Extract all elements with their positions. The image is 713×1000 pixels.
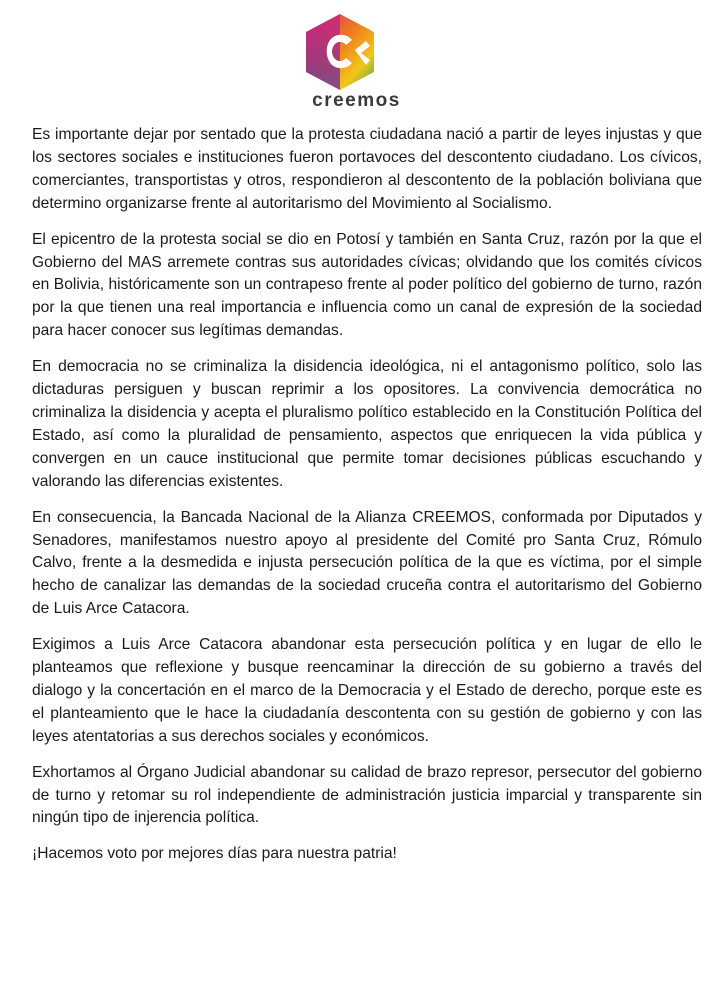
paragraph-4: En consecuencia, la Bancada Nacional de la Alianza CREEMOS, conformada por Diputados y Senadores, manifestamos nuestro apoyo al presidente del Comité pro Santa Cruz, Rómulo Calvo, frente a la desmedida e injusta persecución política de la que es víctima, por el simple hecho de canalizar las demandas de la sociedad cruceña contra el autoritarismo del Gobierno de Luis Arce Catacora. [32,508,702,618]
document-body [32,124,702,866]
document-header [0,6,713,114]
closing-statement: ¡Hacemos voto por mejores días para nuestra patria! [32,845,397,863]
paragraph-1: Es importante dejar por sentado que la protesta ciudadana nació a partir de leyes injustas y que los sectores sociales e instituciones fueron portavoces del descontento ciudadano. Los cívicos, comerciantes, transportistas y otros, respondieron al descontento de la población boliviana que determino organizarse frente al autoritarismo del Movimiento al Socialismo. [32,126,702,212]
brand-name: creemos [312,90,401,111]
paragraph-3: En democracia no se criminaliza la disidencia ideológica, ni el antagonismo político, solo las dictaduras persiguen y buscan reprimir a los opositores. La convivencia democrática no criminaliza la disidencia y acepta el pluralismo político establecido en la Constitución Política del Estado, así como la pluralidad de pensamiento, aspectos que enriquecen la vida pública y convergen en un cauce institucional que permite tomar decisiones públicas escuchando y valorando las diferencias existentes. [32,358,702,490]
paragraph-2: El epicentro de la protesta social se dio en Potosí y también en Santa Cruz, razón por la que el Gobierno del MAS arremete contras sus autoridades cívicas; olvidando que los comités cívicos en Bolivia, históricamente son un contrapeso frente al poder político del gobierno de turno, razón por la que tienen una real importancia e influencia como un canal de expresión de la sociedad para hacer conocer sus legítimas demandas. [32,230,702,340]
paragraph-6: Exhortamos al Órgano Judicial abandonar su calidad de brazo represor, persecutor del gobierno de turno y retomar su rol independiente de administración justicia imparcial y transparente sin ningún tipo de injerencia política. [32,763,702,827]
paragraph-5: Exigimos a Luis Arce Catacora abandonar esta persecución política y en lugar de ello le planteamos que reflexione y busque reencaminar la dirección de su gobierno a través del dialogo y la concertación en el marco de la Democracia y el Estado de derecho, porque este es el planteamiento que le hace la ciudadanía descontenta con su gestión de gobierno y con las leyes atentatorias a sus derechos sociales y económicos. [32,636,702,745]
creemos-logo-icon [300,10,380,94]
